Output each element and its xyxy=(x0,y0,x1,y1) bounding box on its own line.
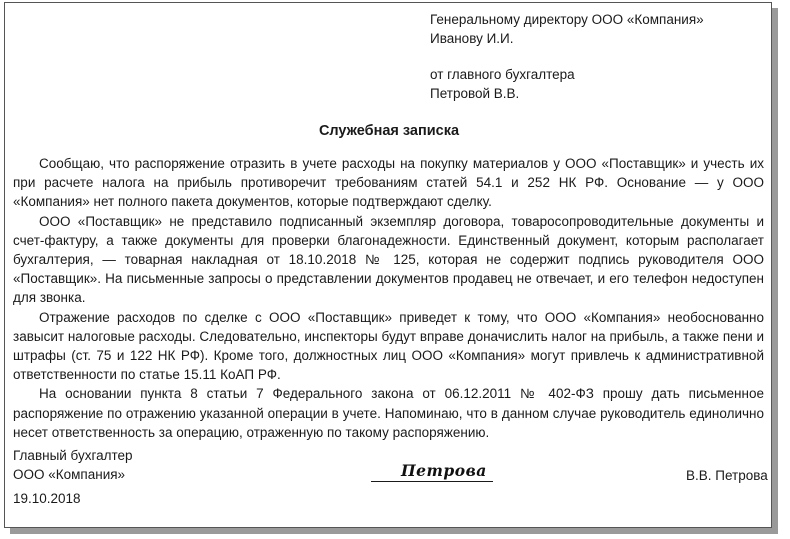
addressee-block xyxy=(430,10,704,48)
paragraph: На основании пункта 8 статьи 7 Федерального закона от 06.12.2011 № 402-ФЗ прошу дать письменное распоряжение по отражению указанной операции в учете. Напоминаю, что в данном случае руководитель единолично несет ответственность за операцию, отраженную по такому распоряжению. xyxy=(13,386,764,440)
sender-block xyxy=(430,65,575,103)
paragraph: ООО «Поставщик» не представило подписанный экземпляр договора, товаросопроводительные документы и счет-фактуру, а также документы для проверки благонадежности. Единственный документ, которым располагает бухгалтерия, — товарная накладная от 18.10.2018 № 125, которая не содержит подпись руководителя ООО «Поставщик». На письменные запросы о представлении документов продавец не отвечает, и его телефон недоступен для звонка. xyxy=(13,213,764,306)
memo-page xyxy=(4,2,772,528)
addressee-position: Генеральному директору ООО «Компания» xyxy=(430,12,704,27)
paragraph: Сообщаю, что распоряжение отразить в учете расходы на покупку материалов у ООО «Поставщик» и учесть их при расчете налога на прибыль противоречит требованиям статей 54.1 и 252 НК РФ. Основание — у ООО «Компания» нет полного пакета документов, которые подтверждают сделку. xyxy=(13,156,764,210)
sender-name: Петровой В.В. xyxy=(430,86,520,101)
signer-name: В.В. Петрова xyxy=(686,468,768,483)
signer-company: ООО «Компания» xyxy=(13,467,126,482)
addressee-name: Иванову И.И. xyxy=(430,31,514,46)
signature-line xyxy=(371,481,493,482)
document-date: 19.10.2018 xyxy=(13,491,81,506)
document-title: Служебная записка xyxy=(318,123,460,139)
signer-position xyxy=(13,446,133,484)
paragraph: Отражение расходов по сделке с ООО «Поставщик» приведет к тому, что ООО «Компания» необоснованно завысит налоговые расходы. Следовательно, инспекторы будут вправе доначислить налог на прибыль, а также пени и штрафы (ст. 75 и 122 НК РФ). Кроме того, должностных лиц ООО «Компания» могут привлечь к административной ответственности по статье 15.11 КоАП РФ. xyxy=(13,309,764,383)
signer-title: Главный бухгалтер xyxy=(13,448,133,463)
sender-position: от главного бухгалтера xyxy=(430,67,575,82)
memo-body xyxy=(13,154,764,442)
handwritten-signature: Петрова xyxy=(401,461,487,480)
